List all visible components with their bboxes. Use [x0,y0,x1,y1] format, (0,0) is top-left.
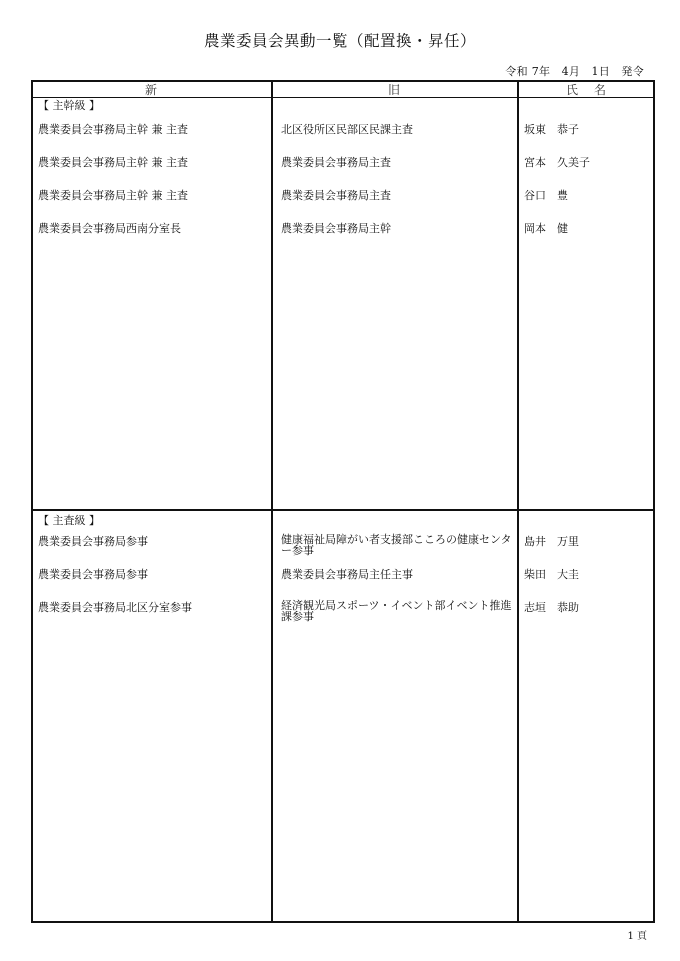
row-person-name: 谷口 豊 [524,189,568,202]
row-old-position: 農業委員会事務局主幹 [281,222,391,235]
row-new-position: 農業委員会事務局主幹 兼 主査 [38,156,188,169]
row-person-name: 志垣 恭助 [524,601,579,614]
column-divider [271,82,273,921]
page-title: 農業委員会異動一覧（配置換・昇任） [203,32,476,50]
section-label-shusa: 【 主査級 】 [38,514,100,527]
row-person-name: 宮本 久美子 [524,156,590,169]
row-person-name: 柴田 大圭 [524,568,579,581]
row-old-position: 農業委員会事務局主任主事 [281,568,413,581]
row-old-position: 健康福祉局障がい者支援部こころの健康センター参事 [281,533,512,557]
header-name: 氏 名 [565,83,608,97]
personnel-table [31,80,655,923]
header-new: 新 [144,83,159,97]
section-label-shukan: 【 主幹級 】 [38,99,100,112]
row-person-name: 島井 万里 [524,535,579,548]
row-old-position: 経済観光局スポーツ・イベント部イベント推進課参事 [281,599,512,623]
section-divider [33,509,653,511]
row-new-position: 農業委員会事務局主幹 兼 主査 [38,123,188,136]
row-new-position: 農業委員会事務局参事 [38,535,148,548]
row-person-name: 岡本 健 [524,222,568,235]
page-number: 1 頁 [627,931,647,942]
row-new-position: 農業委員会事務局西南分室長 [38,222,181,235]
row-person-name: 坂東 恭子 [524,123,579,136]
row-new-position: 農業委員会事務局主幹 兼 主査 [38,189,188,202]
row-old-position: 農業委員会事務局主査 [281,189,391,202]
row-new-position: 農業委員会事務局北区分室参事 [38,601,192,614]
row-new-position: 農業委員会事務局参事 [38,568,148,581]
header-old: 旧 [387,83,402,97]
issue-date: 令和 7年 4月 1日 発令 [505,65,644,78]
column-divider [517,82,519,921]
header-divider [33,97,653,98]
row-old-position: 北区役所区民部区民課主査 [281,123,413,136]
row-old-position: 農業委員会事務局主査 [281,156,391,169]
